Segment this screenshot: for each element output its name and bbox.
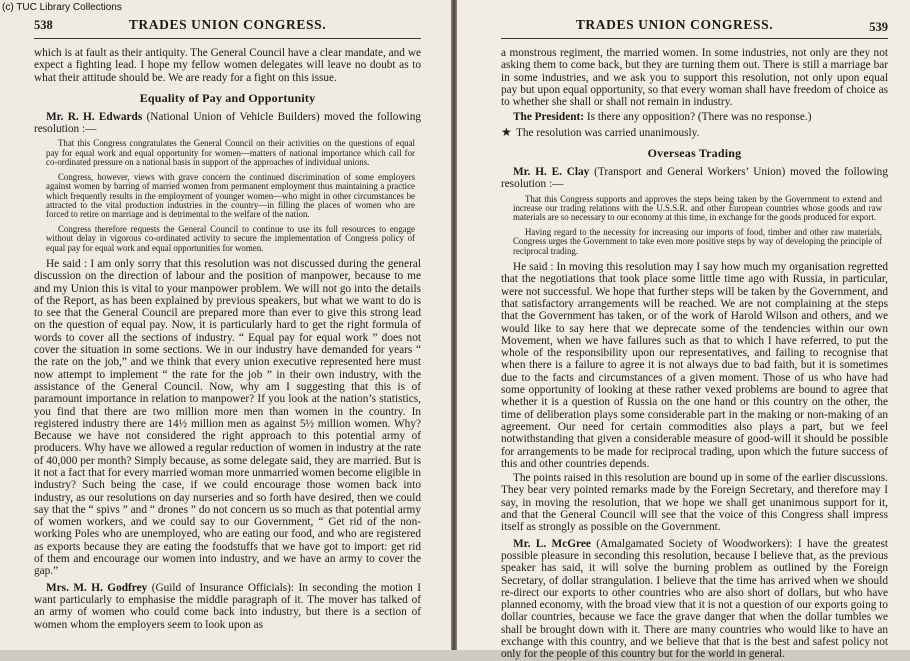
clay-speech: He said : In moving this resolution may I say how much my organisation regretted that the negotiations that took place some little time ago with Russia, in particular, were not successful. We hope that further steps will be taken by the Government, and that satisfactory arrangements will be reached. We are not complaining at the steps that the Government has taken, or of the work of Harold Wilson and others, and we would like to say here that we deprecate some of the tendencies within our own Movement, when we have failures such as that to which I have referred, to put the whole of the responsibility upon our representatives, and failing to recognise that when there is a failure to agree it is not always due to bad faith, but it is sometimes due to the facts and circumstances of a given moment. Those of us who have had some opportunity of looking at these rather vexed problems are bound to agree that whether it is a question of Russia on the one hand or this country on the other, the time of deliberation plays some considerable part in the making or non-making of an agreement. Our need for certain commodities also plays a part, but we feel notwithstanding that given a considerable measure of good-will it should be possible for arrangements to be made for reciprocal trading, upon which the future success of this and other countries depends. <box>501 261 888 470</box>
overseas-resolution-para-1: That this Congress supports and approves the steps being taken by the Government to extend and increase our trading relations with the U.S.S.R. and other European countries whose goods and raw materials are so necessary to our economy at this time, in exchange for the goods produced for export. <box>513 193 882 223</box>
right-header-title: TRADES UNION CONGRESS. <box>575 17 774 32</box>
right-page-number: 539 <box>869 20 888 34</box>
resolution-carried-text: The resolution was carried unanimously. <box>516 126 700 139</box>
edwards-speech: He said : I am only sorry that this resolution was not discussed during the general discussion on the direction of labour and the position of manpower, because to me and my Union this is vital to your manpower problem. We will not go into the details of the Report, as has been explained by previous speakers, but what we want to do is to see that the General Council are prepared more than ever to give this strong lead on the question of equal pay. Now, it is particularly hard to get the right formula of words to cover all the sections of industry. “ Equal pay for equal work ” does not cover the situation in some sections. We in our industry have demanded for years “ the rate on the job,” and we think that every union executive represented here must now attempt to implement “ the rate for the job ” in their own industry, with the assistance of the General Council. Now, why am I suggesting that this is of paramount importance in relation to manpower? If you look at the nation’s statistics, you find that there are two million more men than women in the country. In registered industry there are 14½ million men as against 5½ million women. Why? Because we have not considered the right approach to this potential army of producers. Why have we allowed a regular reduction of women in industry at the rate of 40,000 per month? Simply because, as some delegate said, they are married. But is it not a fact that for every married woman more unmarried women become eligible in industry? Such being the case, if we could encourage those women back into industry, as our resolutions on day nurseries and so forth have desired, then we could say that the “ spivs ” and “ drones ” do not concern us so much as that potential army of women workers, and we could say to our Government, “ Get rid of the non-working Poles who are unemployed, who are eating our food, and who are registered as exports because they are eating the foodstuffs that we have got to import: get rid of them and encourage our women into industry, and we have an army to cover the gap.” <box>34 257 421 578</box>
left-running-header <box>34 10 421 39</box>
godfrey-seconding <box>34 582 421 631</box>
left-header-title: TRADES UNION CONGRESS. <box>128 17 327 32</box>
edwards-name: Mr. R. H. Edwards <box>46 110 143 123</box>
clay-text: (Transport and General Workers’ Union) moved the following resolution :— <box>501 166 888 191</box>
mcgree-seconding <box>501 538 888 661</box>
resolution-para-1: That this Congress congratulates the General Council on their activities on the questions of equal pay for equal work and equal opportunity for women—matters of national importance which call for co-ordinated pressure on a national basis in support of the approaches of individual unions. <box>46 138 415 168</box>
left-intro-paragraph: which is at fault as their antiquity. The General Council have a clear mandate, and we expect a fighting lead. I hope my fellow women delegates will leave no doubt as to what their attitude should be. We are ready for a fight on this issue. <box>34 47 421 84</box>
overseas-resolution <box>501 195 888 256</box>
mcgree-text: (Amalgamated Society of Woodworkers): I have the greatest possible pleasure in seconding this resolution, because I believe that, as the previous speaker has said, it will solve the burning problem as outlined by the Foreign Secretary, of dollar strangulation. I believe that the time has arrived when we should re-direct our exports to other countries who are also short of dollars, but who have planned economy, with the broad view that it is not a question of our exports going to dollar countries, because we face the grave danger that when the dollar tumbles we shall be brought down with it. There are many countries who would like to have an exchange with this country, and we believe that that is the best and safest policy not only for the people of this country but for the world in general. <box>501 537 888 661</box>
equal-pay-heading: Equality of Pay and Opportunity <box>139 90 316 105</box>
president-text: Is there any opposition? (There was no response.) <box>584 111 812 124</box>
mcgree-name: Mr. L. McGree <box>513 537 591 550</box>
right-page <box>457 0 910 661</box>
collection-watermark: (c) TUC Library Collections <box>2 2 122 13</box>
resolution-para-2: Congress, however, views with grave concern the continued discrimination of some employers against women by barring of married women from permanent employment thus maintaining a practice which frequently results in the employment of younger women—who might in other circumstances be attracted to the vital production industries in the country—in filling the places of women who are forced to retire on marriage and is detrimental to the welfare of the nation. <box>46 171 415 220</box>
clay-motion <box>501 166 888 191</box>
overseas-resolution-para-2: Having regard to the necessity for increasing our imports of food, timber and other raw materials, Congress urges the Government to take even more positive steps by way of developing the principle of reciprocal trading. <box>513 226 882 256</box>
star-icon: ★ <box>501 124 512 139</box>
president-question <box>501 111 888 123</box>
right-running-header <box>501 10 888 39</box>
overseas-trading-heading: Overseas Trading <box>647 146 742 161</box>
godfrey-name: Mrs. M. H. Godfrey <box>46 581 148 594</box>
president-label: The President: <box>513 111 585 124</box>
left-page <box>0 0 451 650</box>
resolution-carried-line <box>501 126 888 139</box>
edwards-motion <box>34 111 421 136</box>
resolution-para-3: Congress therefore requests the General Council to continue to use its full resources to engage without delay in vigorous co-ordinated activity to secure the implementation of Congress policy of equal pay for equal work and equal opportunities for women. <box>46 223 415 253</box>
equal-pay-resolution <box>34 139 421 252</box>
right-continuation-paragraph: a monstrous regiment, the married women. In some industries, not only are they not asking them to come back, but they are turning them out. There is still a marriage bar in some industries, and we ask you to support this resolution, not only upon equal pay but upon equal opportunity, so that every woman shall have freedom of choice as to whether she shall or shall not remain in industry. <box>501 47 888 109</box>
godfrey-text: (Guild of Insurance Officials): In seconding the motion I want particularly to emphasise the middle paragraph of it. The mover has talked of an army of women who could come back into industry, but there is a section of women whom the employers seem to look upon as <box>34 581 421 631</box>
left-page-number: 538 <box>34 18 53 32</box>
clay-name: Mr. H. E. Clay <box>513 166 590 179</box>
edwards-text: (National Union of Vehicle Builders) moved the following resolution :— <box>34 110 421 136</box>
clay-speech-continued: The points raised in this resolution are bound up in some of the earlier discussions. They bear very pointed remarks made by the Foreign Secretary, and therefore may I say, in moving the resolution, that we hope we shall get unanimous support for it, and that the General Council will see that the voice of this Congress shall impress itself as strongly as possible on the Government. <box>501 472 888 534</box>
